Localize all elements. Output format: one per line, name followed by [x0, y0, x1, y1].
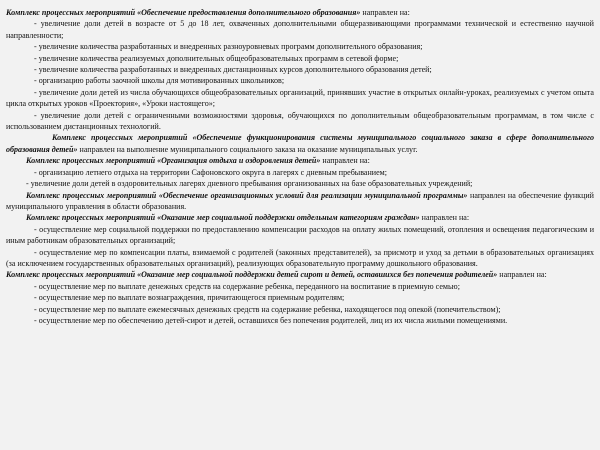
section-heading-paragraph [6, 269, 594, 280]
section-intro-text: направлен на: [360, 8, 410, 17]
bullet-paragraph: - увеличение доли детей из числа обучающихся общеобразовательных организаций, принявших участие в открытых онлайн-уроках, реализуемых с учетом опыта цикла открытых уроков «Проектория», «Уроки настоящего»; [6, 87, 594, 109]
bullet-paragraph: - увеличение количества разработанных и внедренных разноуровневых программ дополнительного образования; [34, 42, 423, 52]
section-title: Комплекс процессных мероприятий «Оказание мер социальной поддержки детей сирот и детей, оставшихся без попечения родителей» [6, 270, 498, 280]
bullet-paragraph: - осуществление мер социальной поддержки по предоставлению компенсации расходов на оплату жилых помещений, отопления и освещения педагогическим и иным работникам образовательных организаций; [6, 224, 594, 246]
bullet-paragraph: - осуществление мер по компенсации платы, взимаемой с родителей (законных представителей), за присмотр и уход за детьми в образовательных организациях (за исключением государственных образовательных организаций), реализующих образовательную программу дошкольного образования. [6, 247, 594, 268]
section-intro-text: направлен на выполнение муниципального социального заказа на оказание муниципальных услуг. [77, 144, 418, 154]
section-title: Комплекс процессных мероприятий «Обеспечение организационных условий для реализации муниципальной программы» [26, 190, 468, 200]
document-body [6, 7, 594, 326]
bullet-paragraph: - осуществление мер по выплате вознаграждения, причитающегося приемным родителям; [34, 293, 345, 303]
section-title: Комплекс процессных мероприятий «Обеспечение предоставления дополнительного образования» [6, 8, 361, 17]
bullet-paragraph: - увеличение количества разработанных и внедренных дистанционных курсов дополнительного образования детей; [34, 65, 432, 75]
bullet-paragraph: - увеличение доли детей в возрасте от 5 до 18 лет, охваченных дополнительными общеразвивающими программами технической и естественно научной направленности; [6, 19, 594, 40]
bullet-paragraph: - увеличение доли детей в оздоровительных лагерях дневного пребывания организованных на базе образовательных учреждений; [26, 179, 473, 189]
bullet-paragraph: - организацию летнего отдыха на территории Сафоновского округа в лагерях с дневным пребыванием; [34, 167, 387, 177]
section-heading-paragraph [6, 7, 594, 18]
bullet-paragraph: - осуществление мер по обеспечению детей-сирот и детей, оставшихся без попечения родителей, лиц из их числа жилыми помещениями. [34, 315, 508, 325]
section-intro-text: направлен на обеспечение функций муниципального управления в области образования. [6, 190, 594, 211]
bullet-paragraph: - увеличение количества реализуемых дополнительных общеобразовательных программ в сетевой форме; [34, 53, 399, 63]
section-heading-paragraph [6, 212, 594, 223]
section-title: Комплекс процессных мероприятий «Оказание мер социальной поддержки отдельным категориям граждан» [26, 213, 420, 223]
section-title: Комплекс процессных мероприятий «Обеспечение функционирования системы муниципального социального заказа в сфере дополнительного образования детей» [6, 133, 594, 154]
section-intro-text: направлен на: [320, 156, 370, 166]
section-heading-paragraph [6, 190, 594, 213]
bullet-paragraph: - осуществление мер по выплате ежемесячных денежных средств на содержание ребенка, находящегося под опекой (попечительством); [34, 304, 501, 314]
section-heading-paragraph [6, 132, 594, 155]
section-intro-text: направлен на: [497, 270, 547, 280]
bullet-paragraph: - осуществление мер по выплате денежных средств на содержание ребенка, переданного на воспитание в приемную семью; [34, 281, 460, 291]
section-intro-text: направлен на: [419, 213, 470, 223]
bullet-paragraph: - организацию работы заочной школы для мотивированных школьников; [34, 76, 285, 86]
section-heading-paragraph [6, 155, 594, 166]
bullet-paragraph: - увеличение доли детей с ограниченными возможностями здоровья, обучающихся по дополнительным общеобразовательным программам, в том числе с использованием дистанционных технологий. [6, 110, 594, 132]
section-title: Комплекс процессных мероприятий «Организация отдыха и оздоровления детей» [26, 156, 321, 166]
